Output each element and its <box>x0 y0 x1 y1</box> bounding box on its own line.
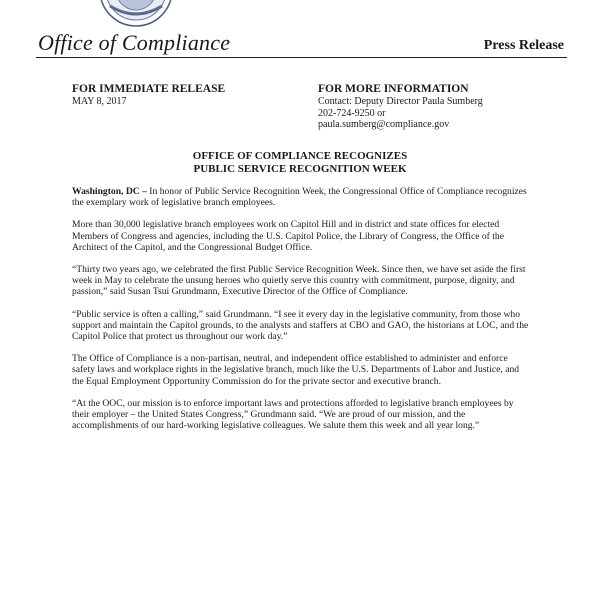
contact-name: Contact: Deputy Director Paula Sumberg <box>318 96 483 107</box>
paragraph-4: “Public service is often a calling,” said Grundmann. “I see it every day in the legislative community, from those who support and maintain the Capitol grounds, to the analysts and staffers at CBO and GAO, the historians at LOC, and the Capitol Police that protect us throughout our work day.” <box>72 308 529 343</box>
article-body <box>72 186 530 442</box>
paragraph-3: “Thirty two years ago, we celebrated the first Public Service Recognition Week. Since then, we have set aside the first week in May to celebrate the unsung heroes who quietly serve this country with commitment, purpose, dignity, and passion,” said Susan Tsui Grundmann, Executive Director of the Office of Compliance. <box>72 264 526 298</box>
headline-line-1: OFFICE OF COMPLIANCE RECOGNIZES <box>192 150 408 162</box>
headline <box>72 150 528 175</box>
contact-email[interactable]: paula.sumberg@compliance.gov <box>318 119 450 130</box>
paragraph-6: “At the OOC, our mission is to enforce important laws and protections afforded to legislative branch employees by their employer – the United States Congress,” Grundmann said. “We are proud of our mission, and the accomplishments of our hard-working legislative colleagues. We salute them this week and all year long.” <box>72 397 514 432</box>
paragraph-5: The Office of Compliance is a non-partisan, neutral, and independent office established to administer and enforce safety laws and workplace rights in the legislative branch, much like the U.S. Departments of Labor and Justice, and the Equal Employment Opportunity Commission do for the private sector and executive branch. <box>72 353 520 387</box>
dateline: Washington, DC – <box>72 186 147 197</box>
paragraph-1 <box>72 186 530 208</box>
contact-phone: 202-724-9250 or <box>318 107 386 119</box>
release-date: MAY 8, 2017 <box>72 96 127 107</box>
contact-label: FOR MORE INFORMATION <box>318 83 469 95</box>
release-block <box>72 83 225 108</box>
header-divider <box>36 57 567 58</box>
contact-block <box>318 83 483 131</box>
release-label: FOR IMMEDIATE RELEASE <box>72 83 226 95</box>
headline-line-2: PUBLIC SERVICE RECOGNITION WEEK <box>193 162 407 175</box>
paragraph-1-text: In honor of Public Service Recognition Week, the Congressional Office of Compliance recognizes the exemplary work of legislative branch employees. <box>72 186 527 209</box>
paragraph-2: More than 30,000 legislative branch employees work on Capitol Hill and in district and state offices for elected Members of Congress and agencies, including the U.S. Capitol Police, the Library of Congress, the Office of the Architect of the Capitol, and the Congressional Budget Office. <box>72 219 504 253</box>
office-logo-text: Office of Compliance <box>38 30 231 55</box>
office-seal-icon <box>96 0 176 30</box>
document-type-label: Press Release <box>483 38 564 53</box>
